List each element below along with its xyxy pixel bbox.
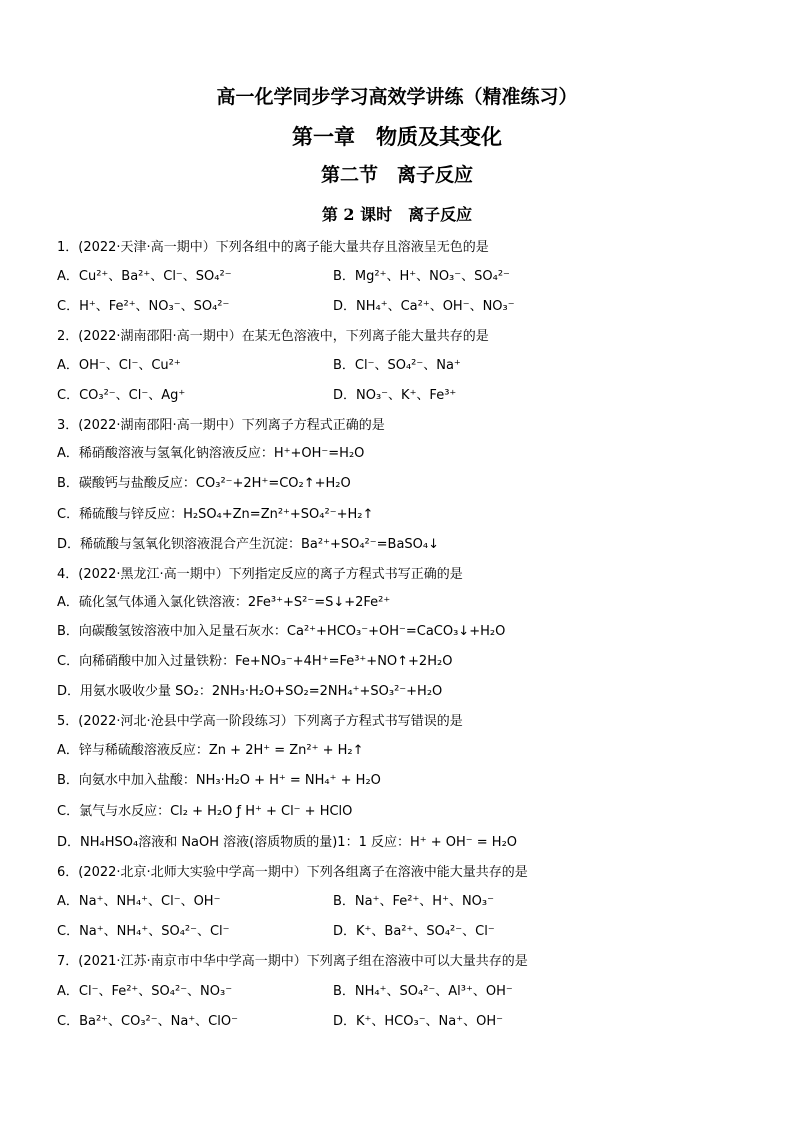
question-6-stem: 6．(2022·北京·北师大实验中学高一期中）下列各组离子在溶液中能大量共存的是 [57,865,528,880]
question-6-option-d: D．K⁺、Ba²⁺、SO₄²⁻、Cl⁻ [333,924,495,939]
question-5-stem: 5．(2022·河北·沧县中学高一阶段练习）下列离子方程式书写错误的是 [57,714,463,729]
question-1-stem: 1．(2022·天津·高一期中）下列各组中的离子能大量共存且溶液呈无色的是 [57,240,489,255]
question-7-option-a: A．Cl⁻、Fe²⁺、SO₄²⁻、NO₃⁻ [57,984,233,999]
question-3-option-c: C．稀硫酸与锌反应：H₂SO₄+Zn=Zn²⁺+SO₄²⁻+H₂↑ [57,507,374,522]
question-1-option-c: C．H⁺、Fe²⁺、NO₃⁻、SO₄²⁻ [57,299,230,314]
chapter-title: 第一章 物质及其变化 [292,124,502,149]
question-6-option-c: C．Na⁺、NH₄⁺、SO₄²⁻、Cl⁻ [57,924,230,939]
question-6-option-b: B．Na⁺、Fe²⁺、H⁺、NO₃⁻ [333,894,494,909]
question-3-stem: 3．(2022·湖南邵阳·高一期中）下列离子方程式正确的是 [57,418,385,433]
question-4-option-c: C．向稀硝酸中加入过量铁粉：Fe+NO₃⁻+4H⁺=Fe³⁺+NO↑+2H₂O [57,654,453,669]
question-2-option-c: C．CO₃²⁻、Cl⁻、Ag⁺ [57,388,186,403]
question-7-option-c: C．Ba²⁺、CO₃²⁻、Na⁺、ClO⁻ [57,1014,238,1029]
main-title: 高一化学同步学习高效学讲练（精准练习） [216,86,578,108]
section-title: 第二节 离子反应 [320,164,473,186]
question-1-option-d: D．NH₄⁺、Ca²⁺、OH⁻、NO₃⁻ [333,299,515,314]
question-4-option-a: A．硫化氢气体通入氯化铁溶液：2Fe³⁺+S²⁻=S↓+2Fe²⁺ [57,595,391,610]
question-3-option-a: A．稀硝酸溶液与氢氧化钠溶液反应：H⁺+OH⁻=H₂O [57,446,365,461]
question-4-option-d: D．用氨水吸收少量 SO₂：2NH₃·H₂O+SO₂=2NH₄⁺+SO₃²⁻+H₂O [57,684,443,699]
question-5-option-a: A．锌与稀硫酸溶液反应：Zn + 2H⁺ = Zn²⁺ + H₂↑ [57,743,364,758]
question-2-option-a: A．OH⁻、Cl⁻、Cu²⁺ [57,358,181,373]
question-1-option-b: B．Mg²⁺、H⁺、NO₃⁻、SO₄²⁻ [333,269,510,284]
question-5-option-d: D．NH₄HSO₄溶液和 NaOH 溶液(溶质物质的量)1：1 反应：H⁺ + OH⁻ = H₂O [57,835,518,850]
question-7-option-b: B．NH₄⁺、SO₄²⁻、Al³⁺、OH⁻ [333,984,513,999]
question-5-option-c: C．氯气与水反应：Cl₂ + H₂O ƒ H⁺ + Cl⁻ + HClO [57,804,353,819]
question-2-stem: 2．(2022·湖南邵阳·高一期中）在某无色溶液中，下列离子能大量共存的是 [57,329,489,344]
question-7-stem: 7．(2021·江苏·南京市中华中学高一期中）下列离子组在溶液中可以大量共存的是 [57,954,528,969]
question-1-option-a: A．Cu²⁺、Ba²⁺、Cl⁻、SO₄²⁻ [57,269,232,284]
question-3-option-d: D．稀硫酸与氢氧化钡溶液混合产生沉淀：Ba²⁺+SO₄²⁻=BaSO₄↓ [57,537,439,552]
question-5-option-b: B．向氨水中加入盐酸：NH₃·H₂O + H⁺ = NH₄⁺ + H₂O [57,773,381,788]
question-6-option-a: A．Na⁺、NH₄⁺、Cl⁻、OH⁻ [57,894,221,909]
question-2-option-b: B．Cl⁻、SO₄²⁻、Na⁺ [333,358,461,373]
question-4-option-b: B．向碳酸氢铵溶液中加入足量石灰水：Ca²⁺+HCO₃⁻+OH⁻=CaCO₃↓+H₂O [57,624,506,639]
question-4-stem: 4．(2022·黑龙江·高一期中）下列指定反应的离子方程式书写正确的是 [57,567,463,582]
question-2-option-d: D．NO₃⁻、K⁺、Fe³⁺ [333,388,457,403]
lesson-title: 第 2 课时 离子反应 [321,205,473,224]
question-3-option-b: B．碳酸钙与盐酸反应：CO₃²⁻+2H⁺=CO₂↑+H₂O [57,476,351,491]
question-7-option-d: D．K⁺、HCO₃⁻、Na⁺、OH⁻ [333,1014,503,1029]
